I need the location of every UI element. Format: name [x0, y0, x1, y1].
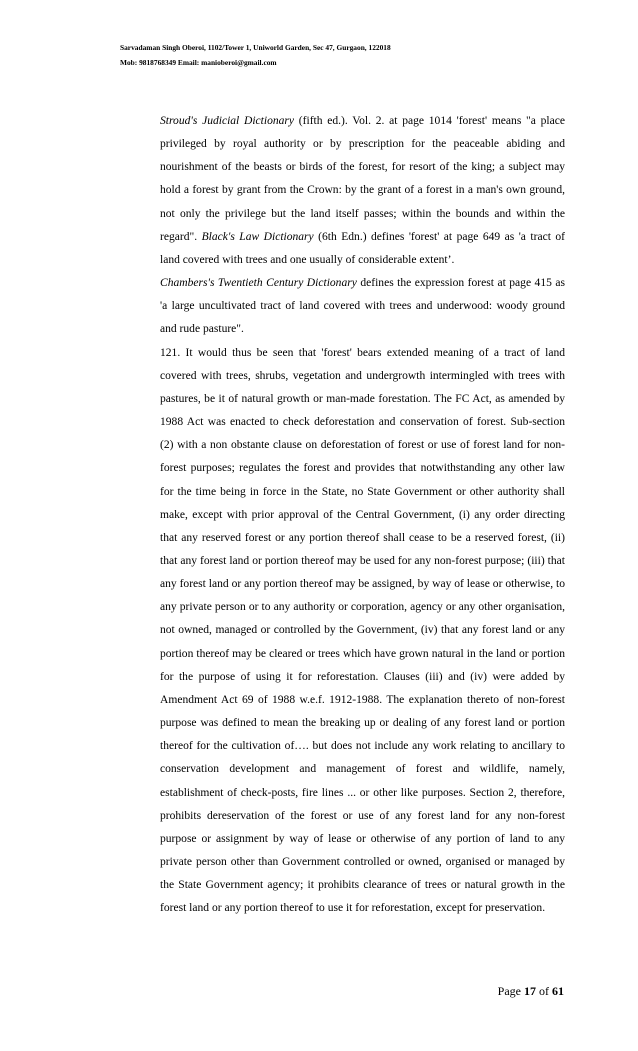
page-total: 61 — [552, 984, 564, 998]
page-footer — [498, 984, 564, 999]
page-number: 17 — [524, 984, 536, 998]
paragraph-strouds — [160, 110, 565, 272]
page-header — [120, 40, 391, 70]
paragraph-text: (fifth ed.). Vol. 2. at page 1014 'forest' means "a place privileged by royal authority or by prescription for the peaceable abiding and nourishment of the beasts or birds of the forest, for resort of the king; a subject may hold a forest by grant from the Crown: by the grant of a forest in a man's own ground, not only the privilege but the land itself passes; within the bounds and within the regard". — [160, 115, 565, 243]
paragraph-text: defines the expression forest at page 415 as 'a large uncultivated tract of land covered with trees and underwood: woody ground and rude pasture". — [160, 277, 565, 336]
paragraph-chambers — [160, 272, 565, 341]
citation-strouds: Stroud's Judicial Dictionary — [160, 115, 295, 127]
paragraph-text: (6th Edn.) defines 'forest' at page 649 as 'a tract of land covered with trees and one usually of considerable extent’. — [160, 230, 565, 266]
citation-blacks: Black's Law Dictionary — [201, 230, 314, 243]
header-contact: Mob: 9818768349 Email: manioberoi@gmail.com — [120, 58, 277, 67]
page-label: Page — [497, 984, 524, 998]
header-address: Sarvadaman Singh Oberoi, 1102/Tower 1, Uniworld Garden, Sec 47, Gurgaon, 122018 — [120, 43, 391, 52]
citation-chambers: Chambers's Twentieth Century Dictionary — [160, 277, 357, 290]
of-label: of — [536, 984, 552, 998]
paragraph-121: 121. It would thus be seen that 'forest' bears extended meaning of a tract of land covered with trees, shrubs, vegetation and undergrowth intermingled with trees with pastures, be it of natural growth or man-made forestation. The FC Act, as amended by 1988 Act was enacted to check deforestation and conservation of forest. Sub-section (2) with a non obstante clause on deforestation of forest or use of forest land for non-forest purposes; regulates the forest and provides that notwithstanding any other law for the time being in force in the State, no State Government or other authority shall make, except with prior approval of the Central Government, (i) any order directing that any reserved forest or any portion thereof shall cease to be a reserved forest, (ii) that any forest land or portion thereof may be used for any non-forest purpose; (iii) that any forest land or any portion thereof may be assigned, by way of lease or otherwise, to any private person or to any authority or corporation, agency or any other organisation, not owned, managed or controlled by the Government, (iv) that any forest land or any portion thereof may be cleared or trees which have grown natural in the land or portion for the purpose of using it for reforestation. Clauses (iii) and (iv) were added by Amendment Act 69 of 1988 w.e.f. 1912-1988. The explanation thereto of non-forest purpose was defined to mean the breaking up or dealing of any forest land or portion thereof for the cultivation of…. but does not include any work relating to ancillary to conservation development and management of forest and wildlife, namely, establishment of check-posts, fire lines ... or other like purposes. Section 2, therefore, prohibits dereservation of the forest or use of any forest land for any non-forest purpose or assignment by way of lease or otherwise of any portion of land to any private person other than Government controlled or owned, organised or managed by the State Government agency; it prohibits clearance of trees or natural growth in the forest land or any portion thereof to use it for reforestation, except for preservation. — [160, 346, 565, 915]
document-body — [160, 110, 565, 920]
